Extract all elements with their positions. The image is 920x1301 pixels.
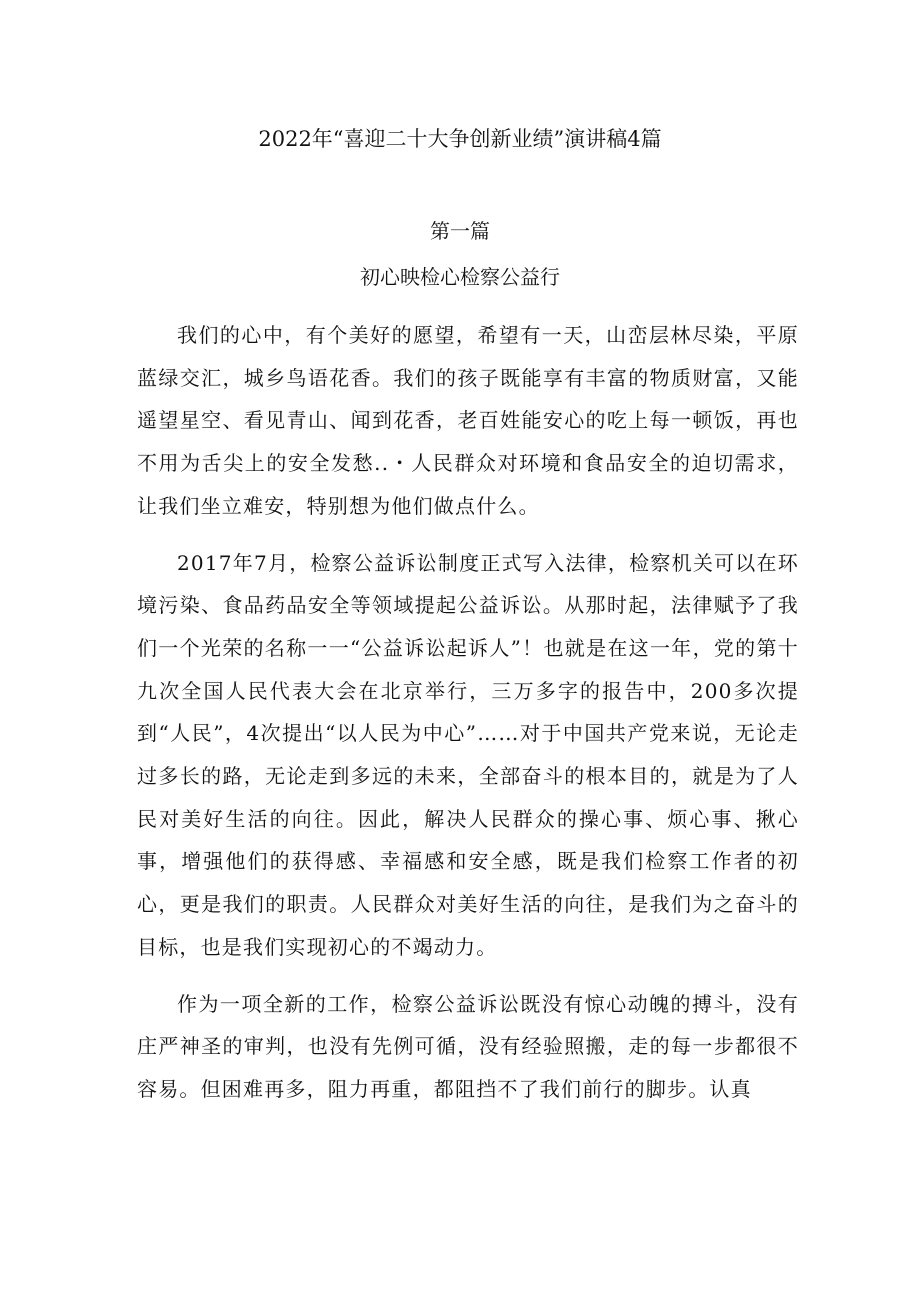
body-text [137,314,799,1125]
paragraph-1: 我们的心中，有个美好的愿望，希望有一天，山峦层林尽染，平原蓝绿交汇，城乡鸟语花香。我们的孩子既能享有丰富的物质财富，又能遥望星空、看见青山、闻到花香，老百姓能安心的吃上每一顿饭，再也不用为舌尖上的安全发愁..・人民群众对环境和食品安全的迫切需求，让我们坐立难安，特别想为他们做点什么。 [137,323,799,518]
part-heading: 第一篇 [430,219,490,243]
document-title: 2022年“喜迎二十大争创新业绩”演讲稿4篇 [258,127,662,151]
section-subtitle: 初心映检心检察公益行 [360,265,560,289]
paragraph-3: 作为一项全新的工作，检察公益诉讼既没有惊心动魄的搏斗，没有庄严神圣的审判，也没有先例可循，没有经验照搬，走的每一步都很不容易。但困难再多，阻力再重，都阻挡不了我们前行的脚步。认真 [137,991,799,1101]
paragraph-2: 2017年7月，检察公益诉讼制度正式写入法律，检察机关可以在环境污染、食品药品安全等领域提起公益诉讼。从那时起，法律赋予了我们一个光荣的名称一一“公益诉讼起诉人”！也就是在这一年，党的第十九次全国人民代表大会在北京举行，三万多字的报告中，200多次提到“人民”，4次提出“以人民为中心”……对于中国共产党来说，无论走过多长的路，无论走到多远的未来，全部奋斗的根本目的，就是为了人民对美好生活的向往。因此，解决人民群众的操心事、烦心事、揪心事，增强他们的获得感、幸福感和安全感，既是我们检察工作者的初心，更是我们的职责。人民群众对美好生活的向往，是我们为之奋斗的目标，也是我们实现初心的不竭动力。 [137,550,799,959]
